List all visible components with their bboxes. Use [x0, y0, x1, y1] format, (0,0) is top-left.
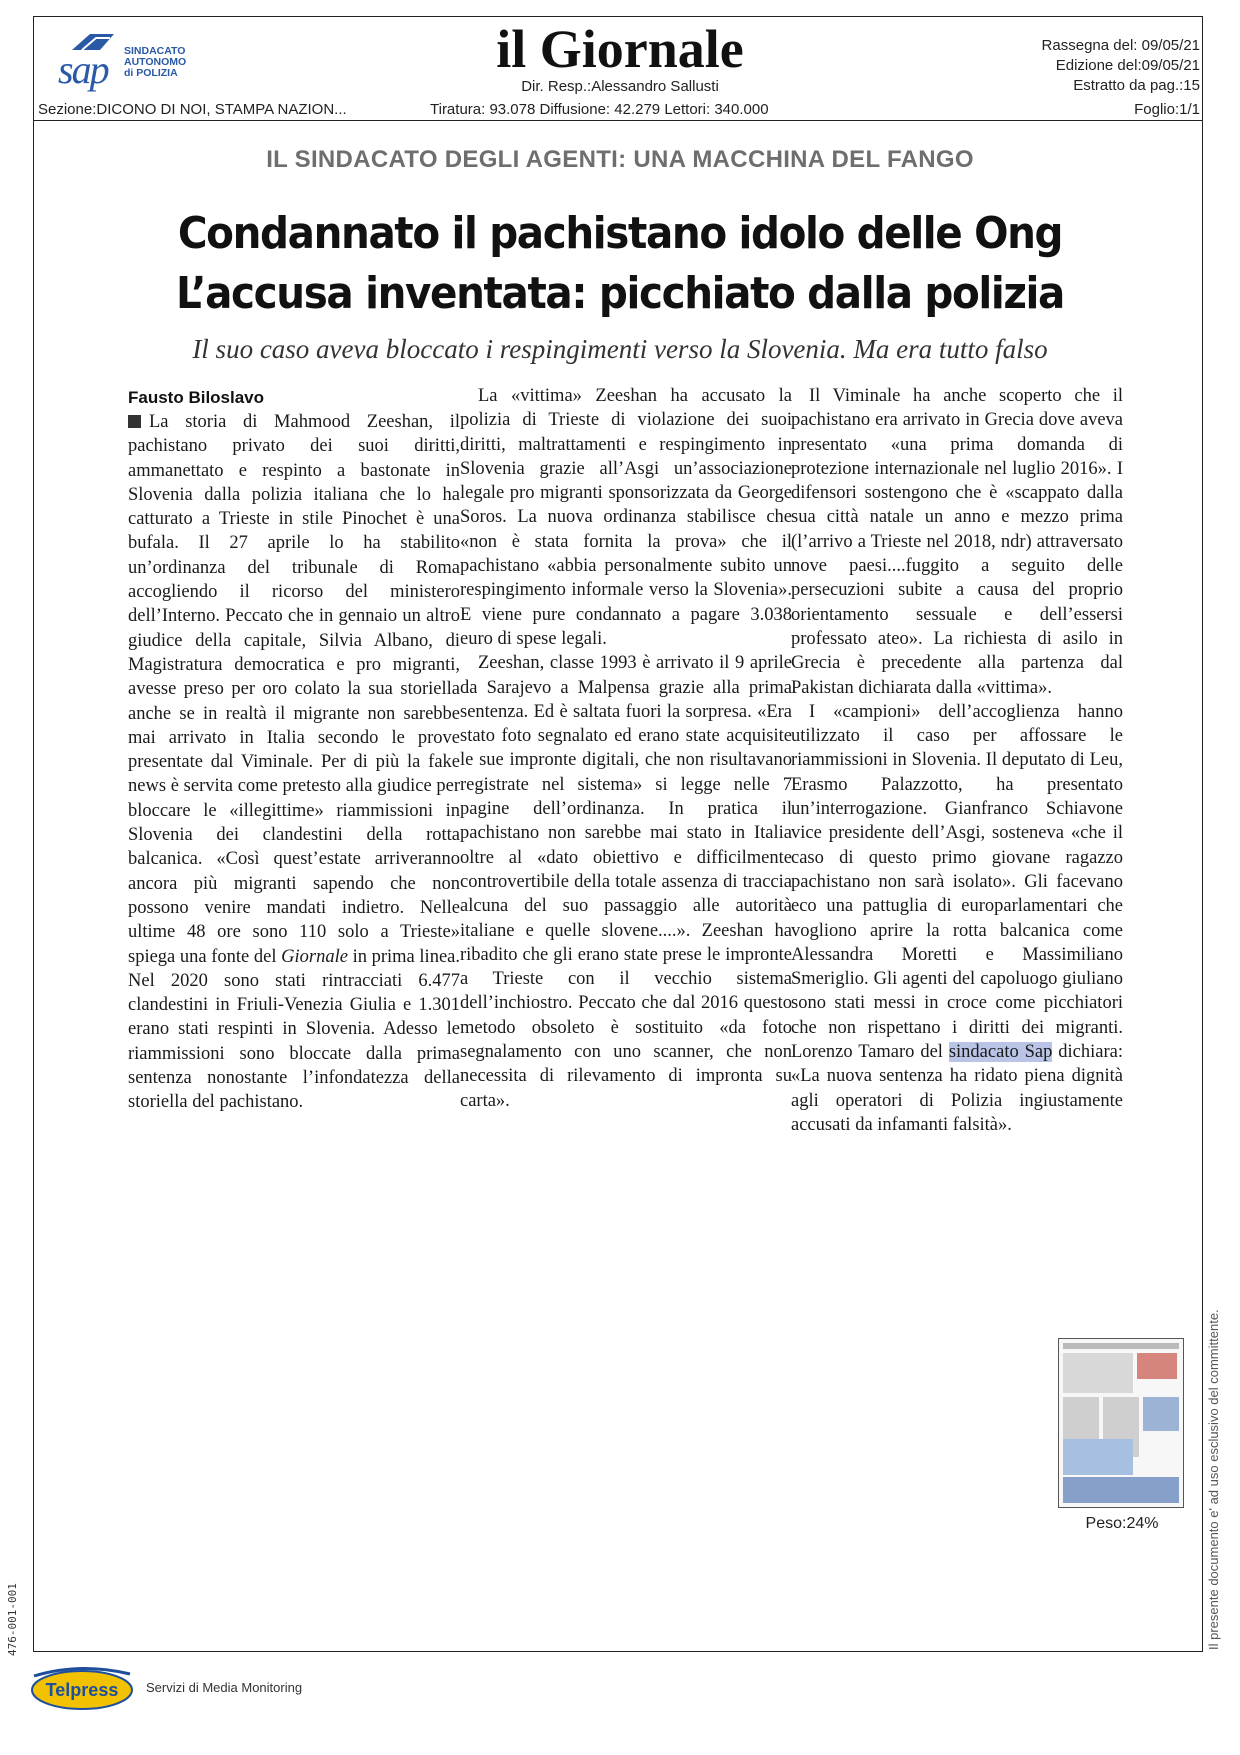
article-column-3 [791, 384, 1123, 1137]
sap-logo-line-2: AUTONOMO [124, 56, 187, 68]
paragraph-text: dichiara: «La nuova sentenza ha ridato piena dignità agli operatori di Polizia ingiustamente accusati da infamanti falsità». [791, 1042, 1123, 1135]
paragraph-text: in prima linea. Nel 2020 sono stati rintracciati 6.477 clandestini in Friuli-Venezia Giulia e 1.301 erano stati respinti in Slovenia. Adesso le riammissioni sono bloccate dalla prima sentenza nonostante l’infondatezza della storiella del pachistano. [128, 946, 460, 1113]
paragraph-text: La storia di Mahmood Zeeshan, il pachistano privato dei suoi diritti, ammanettato e respinto a bastonate in Slovenia dalla polizia italiana che lo ha catturato a Trieste in stile Pinochet è una bufala. Il 27 aprile lo ha stabilito un’ordinanza del tribunale di Roma accogliendo il ricorso del ministero dell’Interno. Peccato che in gennaio un altro giudice della capitale, Silvia Albano, di Magistratura democratica e pro migranti, avesse preso per oro colato la sua storiella anche se in realtà il migrante non sarebbe mai arrivato in Italia secondo le prove presentate dal Viminale. Per di più la fake news è servita come pretesto alla giudice per bloccare le «illegittime» riammissioni in Slovenia dei clandestini della rotta balcanica. «Così quest’estate arriveranno ancora più migranti sapendo che non possono venire mandati indietro. Nelle ultime 48 ore sono 110 solo a Trieste» spiega una fonte del [128, 412, 460, 967]
weight-percentage: Peso:24% [1085, 1515, 1159, 1532]
rassegna-date: Rassegna del: 09/05/21 [1041, 37, 1200, 54]
headline-line-1: Condannato il pachistano idolo delle Ong [177, 208, 1063, 259]
article-column-2 [460, 384, 792, 1113]
telpress-logo [30, 1664, 135, 1712]
paragraph: Zeeshan, classe 1993 è arrivato il 9 aprile da Sarajevo a Malpensa grazie alla prima sentenza. Ed è saltata fuori la sorpresa. «Era stato foto segnalato ed erano state acquisite le sue impronte digitali, che non risultavano registrate nel sistema» si legge nelle 7 pagine dell’ordinanza. In pratica il pachistano non sarebbe mai stato in Italia oltre al «dato obiettivo e difficilmente controvertibile della totale assenza di traccia alcuna del suo passaggio alle autorità italiane e quelle slovene....». Zeeshan ha ribadito che gli erano state prese le impronte a Trieste con il vecchio sistema dell’inchiostro. Peccato che dal 2016 questo metodo obsoleto è sostituito «da foto segnalamento con uno scanner, che non necessita di rilevamento di impronta su carta». [460, 653, 792, 1111]
section-label: Sezione:DICONO DI NOI, STAMPA NAZION... [38, 101, 347, 118]
estratto-page: Estratto da pag.:15 [1073, 77, 1200, 94]
sap-logo-text [124, 46, 214, 79]
article-headline [60, 204, 1180, 324]
masthead: il Giornale [496, 19, 744, 79]
article-kicker: IL SINDACATO DEGLI AGENTI: UNA MACCHINA DEL FANGO [266, 146, 974, 173]
sap-logo [58, 28, 198, 98]
page-thumbnail-icon [1059, 1339, 1183, 1507]
byline: Fausto Biloslavo [128, 388, 265, 407]
highlighted-keyword: sindacato Sap [948, 1042, 1053, 1063]
article-deck: Il suo caso aveva bloccato i respingimenti verso la Slovenia. Ma era tutto falso [192, 334, 1048, 364]
paragraph [791, 700, 1123, 1137]
paragraph: La «vittima» Zeeshan ha accusato la polizia di Trieste di violazione dei suoi diritti, maltrattamenti e respingimento in Slovenia grazie all’Asgi un’associazione legale pro migranti sponsorizzata da George Soros. La nuova ordinanza stabilisce che «non è stata fornita la prova» che il pachistano «abbia personalmente subito un respingimento informale verso la Slovenia». E viene pure condannato a pagare 3.038 euro di spese legali. [460, 386, 792, 649]
header-divider [33, 120, 1203, 121]
italic-newspaper-name: Giornale [281, 946, 348, 967]
article-column-1 [128, 410, 460, 1115]
edizione-date: Edizione del:09/05/21 [1055, 57, 1200, 74]
sap-logo-line-3: di POLIZIA [124, 67, 178, 79]
telpress-logo-text: Telpress [45, 1680, 119, 1700]
sap-logo-mark: sap [58, 47, 108, 92]
paragraph: Il Viminale ha anche scoperto che il pachistano era arrivato in Grecia dove aveva presentato «una prima domanda di protezione internazionale nel luglio 2016». I difensori sostengono che è «scappato dalla sua città natale un anno e mezzo prima (l’arrivo a Trieste nel 2018, ndr) attraversato nove paesi....fuggito a seguito delle persecuzioni subite a causa del proprio orientamento sessuale e dell’essersi professato ateo». La richiesta di asilo in Grecia è precedente alla partenza dal Pakistan dichiarata dalla «vittima». [791, 386, 1123, 698]
director-line: Dir. Resp.:Alessandro Sallusti [521, 78, 719, 95]
page-thumbnail [1058, 1338, 1184, 1508]
lead-square-icon [128, 415, 141, 428]
usage-notice [1206, 1290, 1226, 1650]
paragraph [128, 410, 460, 1115]
headline-line-2: L’accusa inventata: picchiato dalla polizia [176, 268, 1064, 319]
document-code-text: 476-001-001 [6, 1583, 19, 1656]
usage-notice-text: Il presente documento e' ad uso esclusivo del committente. [1206, 1309, 1221, 1650]
media-monitoring-label: Servizi di Media Monitoring [146, 1680, 303, 1695]
sheet-number: Foglio:1/1 [1134, 101, 1200, 118]
document-code [6, 1576, 24, 1656]
paragraph-text: I «campioni» dell’accoglienza hanno utilizzato il caso per affossare le riammissioni in Slovenia. Il deputato di Leu, Erasmo Palazzotto, ha presentato un’interrogazione. Gianfranco Schiavone vice presidente dell’Asgi, sosteneva «che il caso di questo primo giovane ragazzo pachistano non sarà isolato». Gli facevano eco una pattuglia di europarlamentari che vogliono aprire la rotta balcanica come Alessandra Moretti e Massimiliano Smeriglio. Gli agenti del capoluogo giuliano sono stati messi in croce come picchiatori che non rispettano i diritti dei migranti. Lorenzo Tamaro del [791, 701, 1123, 1063]
press-review-meta [960, 36, 1200, 96]
sap-logo-line-1: SINDACATO [124, 45, 186, 57]
circulation-stats: Tiratura: 93.078 Diffusione: 42.279 Lettori: 340.000 [430, 101, 769, 118]
